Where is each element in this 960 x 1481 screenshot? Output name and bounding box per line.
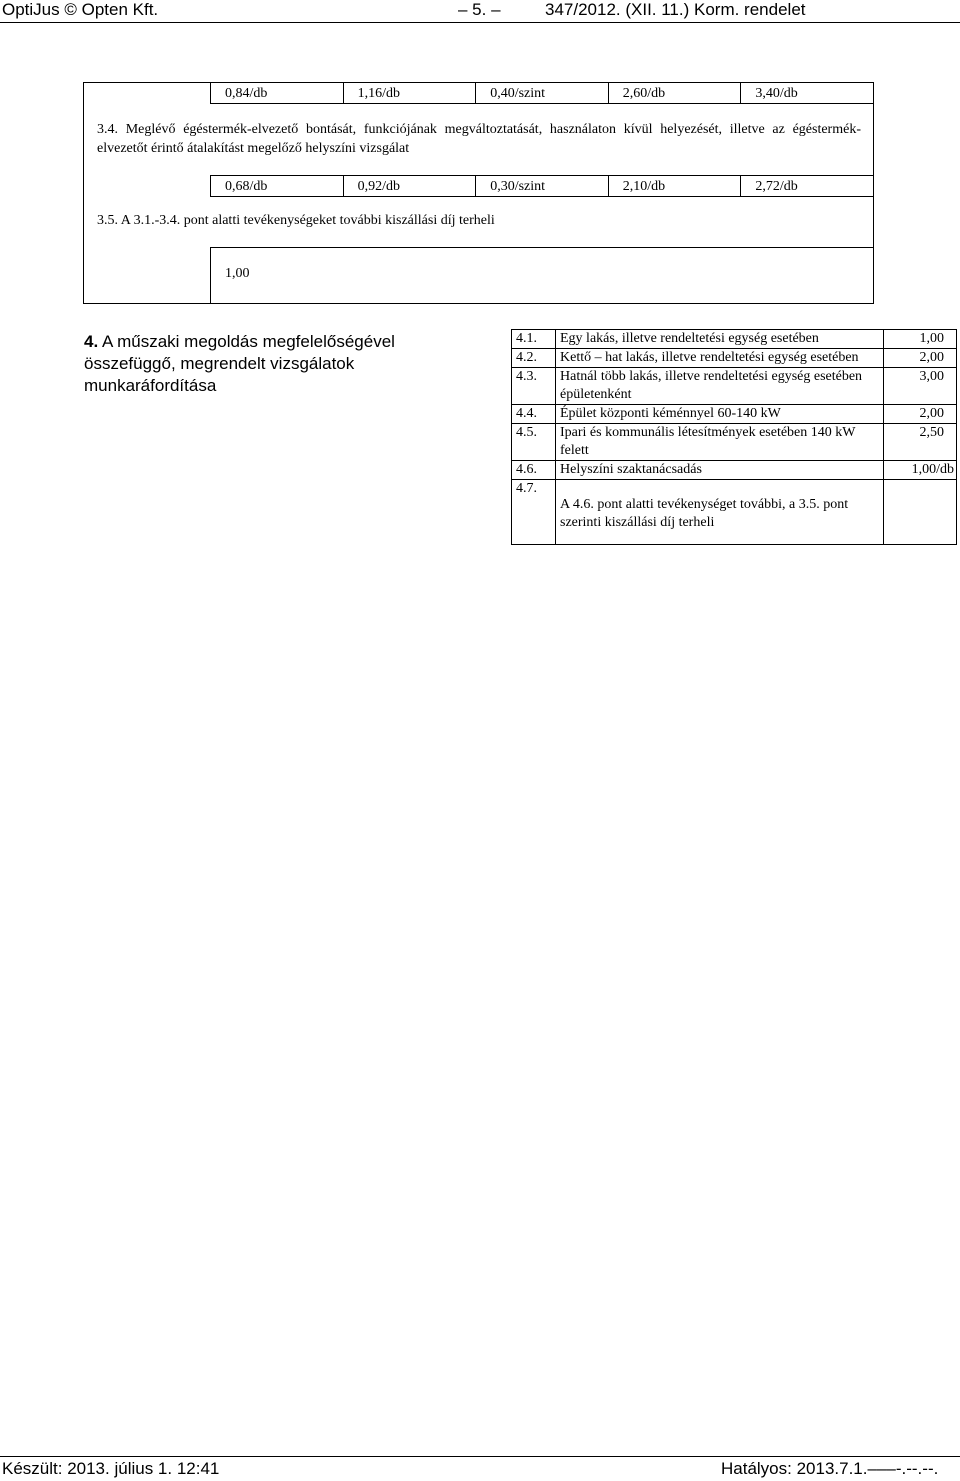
row-number: 4.4. <box>512 405 556 424</box>
price-cell: 2,72/db <box>741 176 874 197</box>
row-value: 3,00 <box>884 368 957 405</box>
header-rule <box>0 22 960 23</box>
price-cell: 0,40/szint <box>476 83 609 104</box>
row-value: 2,00 <box>884 405 957 424</box>
table-row <box>512 349 957 368</box>
row-number: 4.7. <box>512 480 556 545</box>
header-publisher: OptiJus © Opten Kft. <box>2 0 159 19</box>
price-row-top <box>210 82 874 104</box>
value-3-5: 1,00 <box>225 266 250 281</box>
table-row <box>512 405 957 424</box>
table-row <box>512 330 957 349</box>
row-text <box>556 480 884 545</box>
row-value: 2,50 <box>884 424 957 461</box>
price-cell: 2,10/db <box>608 176 741 197</box>
table-row <box>512 368 957 405</box>
row-value: 1,00/db <box>884 461 957 480</box>
page-footer <box>0 1456 960 1481</box>
row-text-content: A 4.6. pont alatti tevékenységet további, a 3.5. pont szerinti kiszállási díj terheli <box>560 497 849 530</box>
row-number: 4.6. <box>512 461 556 480</box>
row-number: 4.5. <box>512 424 556 461</box>
row-text: Kettő – hat lakás, illetve rendeltetési egység esetében <box>556 349 884 368</box>
price-cell: 0,30/szint <box>476 176 609 197</box>
row-text: Egy lakás, illetve rendeltetési egység esetében <box>556 330 884 349</box>
row-value: 1,00 <box>884 330 957 349</box>
header-regulation-title: 347/2012. (XII. 11.) Korm. rendelet <box>545 0 806 19</box>
item-3-5-text: 3.5. A 3.1.-3.4. pont alatti tevékenységeket további kiszállási díj terheli <box>97 213 495 228</box>
value-cell-3-5 <box>210 247 874 304</box>
table-row <box>512 461 957 480</box>
header-page-number: – 5. – <box>458 0 501 19</box>
table-row <box>512 424 957 461</box>
table-row <box>512 480 957 545</box>
price-cell: 0,68/db <box>211 176 344 197</box>
row-value <box>884 480 957 545</box>
footer-rule <box>0 1456 960 1457</box>
row-text: Ipari és kommunális létesítmények esetében 140 kW felett <box>556 424 884 461</box>
page-header <box>0 0 960 24</box>
section4-table <box>511 329 957 545</box>
row-value: 2,00 <box>884 349 957 368</box>
row-text: Épület központi kéménnyel 60-140 kW <box>556 405 884 424</box>
section4-title: A műszaki megoldás megfelelőségével összefüggő, megrendelt vizsgálatok munkaráfordítása <box>84 332 395 395</box>
row-number: 4.2. <box>512 349 556 368</box>
row-text: Helyszíni szaktanácsadás <box>556 461 884 480</box>
footer-effective: Hatályos: 2013.7.1.–––-.--.--. <box>721 1459 939 1478</box>
item-3-4-text: 3.4. Meglévő égéstermék-elvezető bontását, funkciójának megváltoztatását, használaton kívül helyezését, illetve az égéstermék-elvezetőt érintő átalakítást megelőző helyszíni vizsgálat <box>97 122 861 156</box>
price-cell: 3,40/db <box>741 83 874 104</box>
footer-created: Készült: 2013. július 1. 12:41 <box>2 1459 220 1478</box>
row-number: 4.1. <box>512 330 556 349</box>
price-cell: 2,60/db <box>608 83 741 104</box>
row-number: 4.3. <box>512 368 556 405</box>
price-row-3-4 <box>210 175 874 197</box>
section4-number: 4. <box>84 332 99 351</box>
price-cell: 0,92/db <box>343 176 476 197</box>
price-cell: 0,84/db <box>211 83 344 104</box>
price-cell: 1,16/db <box>343 83 476 104</box>
section4-heading <box>84 331 464 397</box>
row-text: Hatnál több lakás, illetve rendeltetési egység esetében épületenként <box>556 368 884 405</box>
